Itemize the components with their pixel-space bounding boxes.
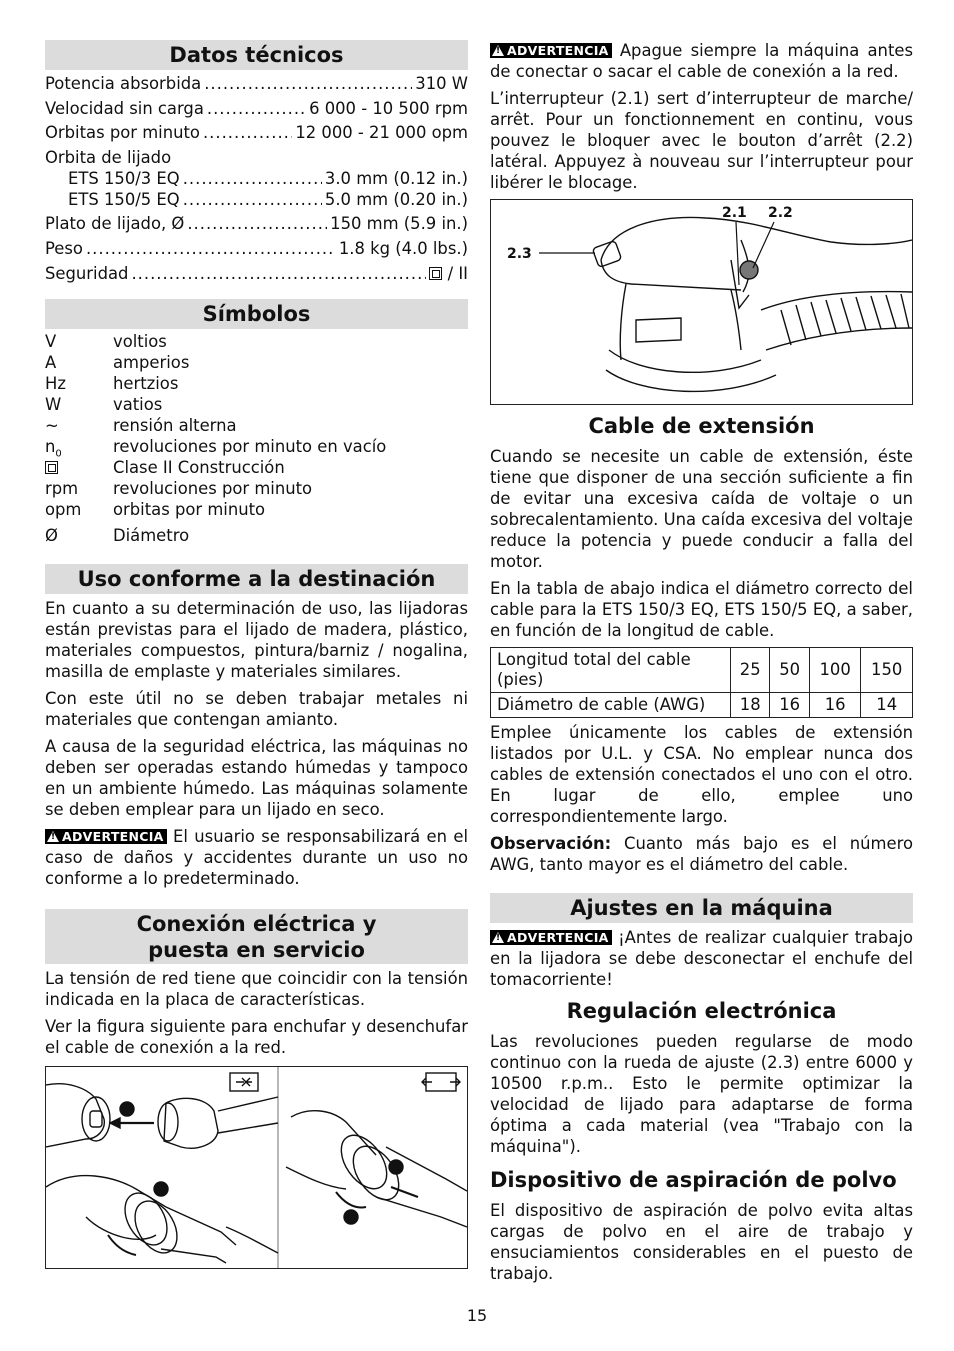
conexion-paragraph: Ver la figura siguiente para enchufar y desenchufar el cable de conexión a la red. [45,1017,468,1058]
aspiracion-paragraph: El dispositivo de aspiración de polvo evita altas cargas de polvo en el aire de trabajo y ensuciamientos considerables en el puesto de trabajo. [490,1201,913,1283]
conexion-paragraph: La tensión de red tiene que coincidir con la tensión indicada en la placa de características. [45,969,468,1010]
spec-row: Plato de lijado, Ø ..... 150 mm (5.9 in.) [45,213,468,238]
symbol-row: rpm revoluciones por minuto [45,479,313,499]
label-2-2: 2.2 [768,205,793,221]
aspiracion-heading: Dispositivo de aspiración de polvo [490,1168,897,1192]
uso-warning: !ADVERTENCIA El usuario se responsabilizará en el caso de daños y accidentes durante un uso no conforme a lo predeterminado. [45,826,468,889]
conexion-heading: Conexión eléctrica y puesta en servicio [45,909,468,964]
warning-icon [47,831,59,842]
left-column [45,40,468,1269]
observation-paragraph: Observación: Cuanto más bajo es el número AWG, tanto mayor es el diámetro del cable. [490,834,913,874]
symbol-row: W vatios [45,395,163,415]
switch-paragraph: L’interrupteur (2.1) sert d’interrupteur de marche/ arrêt. Pour un fonctionnement en continu, vous pouvez le bloquer avec le bouton d’arrêt (2.2) latéral. Appuyez à nouveau sur l’interrupteur pour libérer le blocage. [490,89,913,192]
plug-figure [45,1066,468,1269]
symbol-row: Hz hertzios [45,374,179,394]
warning-badge: !ADVERTENCIA [45,829,167,844]
class-ii-icon [45,461,58,474]
ajustes-heading: Ajustes en la máquina [490,893,913,923]
symbols-list [45,331,468,546]
spec-row: ETS 150/3 EQ ..... 3.0 mm (0.12 in.) [45,168,468,189]
datos-tecnicos-heading: Datos técnicos [45,40,468,70]
plug-illustration [46,1067,467,1268]
symbol-row: Ø Diámetro [45,526,190,546]
spec-row: Seguridad ..... / II [45,263,468,288]
warning-badge: !ADVERTENCIA [490,43,612,58]
symbol-row: ~ rensión alterna [45,416,237,436]
class-ii-icon [429,267,442,280]
spec-row: Orbita de lijado [45,147,172,167]
spec-row: Orbitas por minuto ..... 12 000 - 21 000 opm [45,122,468,147]
page-number: 15 [466,1306,488,1325]
table-row: Diámetro de cable (AWG) 18 16 16 14 [491,693,913,718]
right-column [490,40,913,1290]
warning-badge: !ADVERTENCIA [490,930,612,945]
cable-paragraph: Cuando se necesite un cable de extensión, éste tiene que disponer de una sección suficiente a fin de evitar una excesiva caída de voltaje o un sobrecalentamiento. Una caída excesiva del voltaje reduce la potencia y puede conducir a falla del motor. [490,447,913,571]
symbol-row: A amperios [45,353,190,373]
label-2-3: 2.3 [507,246,532,262]
spec-row: Velocidad sin carga ..... 6 000 - 10 500 rpm [45,98,468,123]
sander-figure [490,199,913,405]
uso-paragraph: En cuanto a su determinación de uso, las lijadoras están previstas para el lijado de madera, plástico, materiales compuestos, pintura/barniz / nogalina, masilla de emplaste y materiales similares. [45,599,468,682]
cable-paragraph: En la tabla de abajo indica el diámetro correcto del cable para la ETS 150/3 EQ, ETS 150/5 EQ, a saber, en función de la longitud de cable. [490,579,913,640]
cable-table [490,647,913,718]
symbol-row: opm orbitas por minuto [45,500,266,520]
spec-row: Potencia absorbida ..... 310 W [45,73,468,98]
symbol-row: $n_0$ revoluciones por minuto en vacío [45,437,387,460]
symbol-row: V voltios [45,332,167,352]
ajustes-warning: !ADVERTENCIA ¡Antes de realizar cualquier trabajo en la lijadora se debe desconectar el enchufe del tomacorriente! [490,927,913,990]
uso-heading: Uso conforme a la destinación [45,564,468,594]
warning-icon [492,45,504,56]
label-2-1: 2.1 [722,205,747,221]
spec-row: Peso ..... 1.8 kg (4.0 lbs.) [45,238,468,263]
regulacion-paragraph: Las revoluciones pueden regularse de modo continuo con la rueda de ajuste (2.3) entre 6000 y 10500 r.p.m.. Esto le permite optimizar la velocidad de lijado para adaptarse de forma óptima a cada material (vea "Trabajo con la máquina"). [490,1032,913,1156]
warning-icon [492,932,504,943]
specs-list [45,73,468,287]
simbolos-heading: Símbolos [45,299,468,329]
regulacion-heading: Regulación electrónica [566,999,837,1023]
sander-illustration [491,200,912,404]
cable-paragraph: Emplee únicamente los cables de extensión listados por U.L. y CSA. No emplear nunca dos cables de extensión conectados el uno con el otro. En lugar de ello, emplee uno correspondientemente largo. [490,723,913,826]
uso-paragraph: A causa de la seguridad eléctrica, las máquinas no deben ser operadas estando húmedas y tampoco en un ambiente húmedo. Las máquinas solamente se deben emplear para un lijado en seco. [45,737,468,820]
spec-row: ETS 150/5 EQ ..... 5.0 mm (0.20 in.) [45,189,468,214]
uso-paragraph: Con este útil no se deben trabajar metales ni materiales que contengan amianto. [45,689,468,730]
table-row: Longitud total del cable (pies) 25 50 100 150 [491,648,913,693]
symbol-row: Clase II Construcción [45,457,468,478]
warning-paragraph: !ADVERTENCIA Apague siempre la máquina antes de conectar o sacar el cable de conexión a la red. [490,40,913,82]
cable-heading: Cable de extensión [588,414,815,438]
